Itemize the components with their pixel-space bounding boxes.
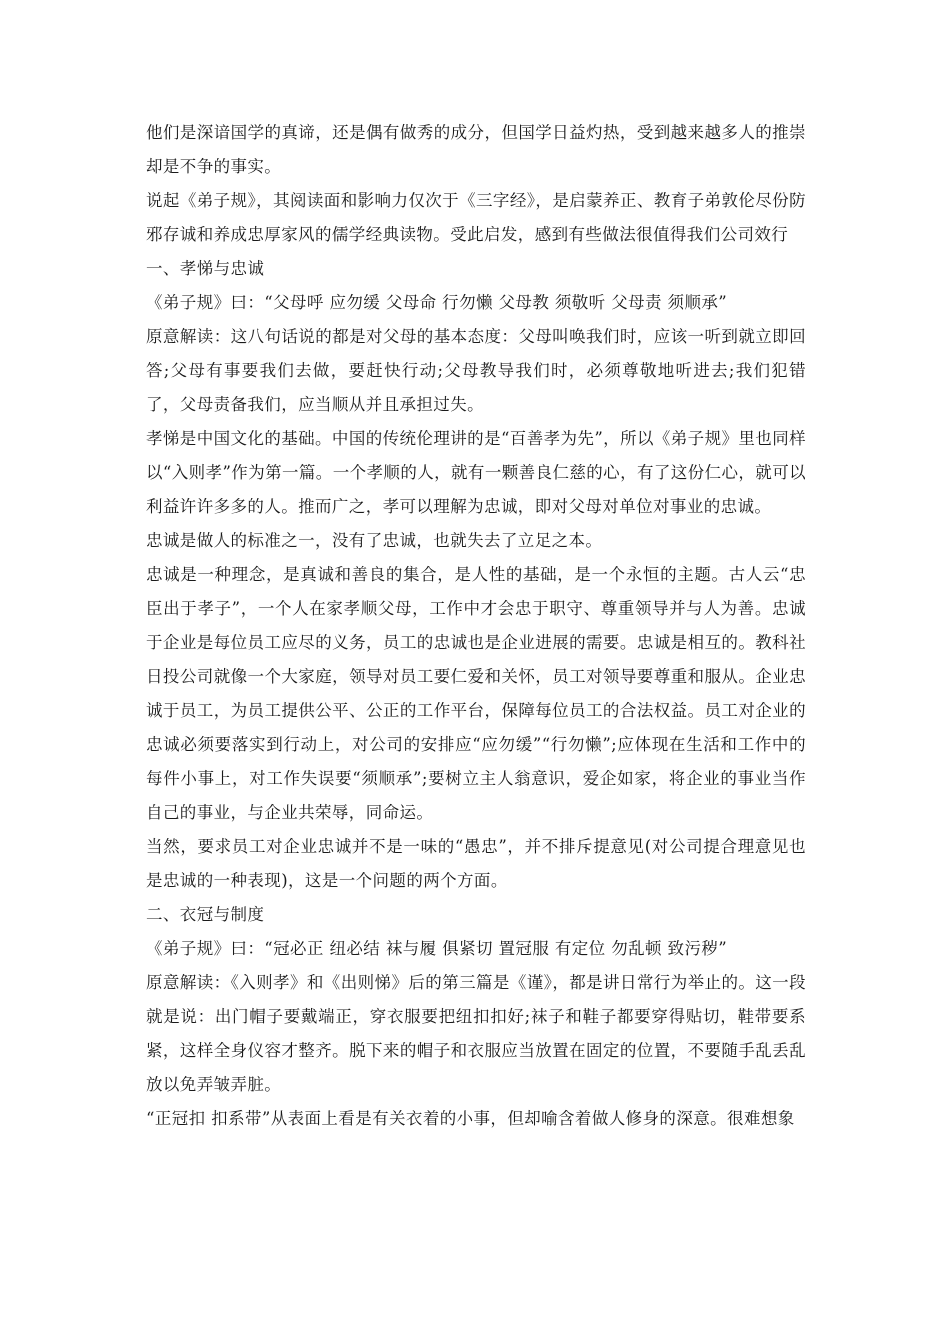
paragraph-interpretation-1: 原意解读：这八句话说的都是对父母的基本态度：父母叫唤我们时，应该一听到就立即回答;父母有事要我们去做，要赶快行动;父母教导我们时，必须尊敬地听进去;我们犯错了，父母责备我们，应当顺从并且承担过失。 <box>146 327 806 414</box>
document-body <box>146 116 806 1136</box>
section-heading-filial-loyalty: 一、孝悌与忠诚 <box>146 259 265 278</box>
paragraph-quote-2: 《弟子规》曰：“冠必正 纽必结 袜与履 俱紧切 置冠服 有定位 勿乱顿 致污秽” <box>146 939 728 958</box>
paragraph-attire-meaning: “正冠扣 扣系带”从表面上看是有关衣着的小事，但却喻含着做人修身的深意。很难想象 <box>146 1109 795 1128</box>
paragraph-interpretation-2: 原意解读：《入则孝》和《出则悌》后的第三篇是《谨》，都是讲日常行为举止的。这一段就是说：出门帽子要戴端正，穿衣服要把纽扣扣好;袜子和鞋子都要穿得贴切，鞋带要系紧，这样全身仪容才整齐。脱下来的帽子和衣服应当放置在固定的位置，不要随手乱丢乱放以免弄皱弄脏。 <box>146 973 806 1094</box>
paragraph-loyalty-standard: 忠诚是做人的标准之一，没有了忠诚，也就失去了立足之本。 <box>146 531 603 550</box>
paragraph-intro-continued: 他们是深谙国学的真谛，还是偶有做秀的成分，但国学日益灼热，受到越来越多人的推崇却是不争的事实。 <box>146 123 806 176</box>
section-heading-attire-rules: 二、衣冠与制度 <box>146 905 265 924</box>
paragraph-not-blind-loyalty: 当然，要求员工对企业忠诚并不是一味的“愚忠”，并不排斥提意见(对公司提合理意见也是忠诚的一种表现)，这是一个问题的两个方面。 <box>146 837 806 890</box>
paragraph-quote-1: 《弟子规》曰：“父母呼 应勿缓 父母命 行勿懒 父母教 须敬听 父母责 须顺承” <box>146 293 728 312</box>
paragraph-loyalty-concept: 忠诚是一种理念，是真诚和善良的集合，是人性的基础，是一个永恒的主题。古人云“忠臣出于孝子”，一个人在家孝顺父母，工作中才会忠于职守、尊重领导并与人为善。忠诚于企业是每位员工应尽的义务，员工的忠诚也是企业进展的需要。忠诚是相互的。教科社日投公司就像一个大家庭，领导对员工要仁爱和关怀，员工对领导要尊重和服从。企业忠诚于员工，为员工提供公平、公正的工作平台，保障每位员工的合法权益。员工对企业的忠诚必须要落实到行动上，对公司的安排应“应勿缓”“行勿懒”;应体现在生活和工作中的每件小事上，对工作失误要“须顺承”;要树立主人翁意识，爱企如家，将企业的事业当作自己的事业，与企业共荣辱，同命运。 <box>146 565 806 822</box>
paragraph-dizigui-intro: 说起《弟子规》，其阅读面和影响力仅次于《三字经》，是启蒙养正、教育子弟敦伦尽份防邪存诚和养成忠厚家风的儒学经典读物。受此启发，感到有些做法很值得我们公司效行 <box>146 191 806 244</box>
paragraph-filial-piety: 孝悌是中国文化的基础。中国的传统伦理讲的是“百善孝为先”，所以《弟子规》里也同样以“入则孝”作为第一篇。一个孝顺的人，就有一颗善良仁慈的心，有了这份仁心，就可以利益许许多多的人。推而广之，孝可以理解为忠诚，即对父母对单位对事业的忠诚。 <box>146 429 806 516</box>
